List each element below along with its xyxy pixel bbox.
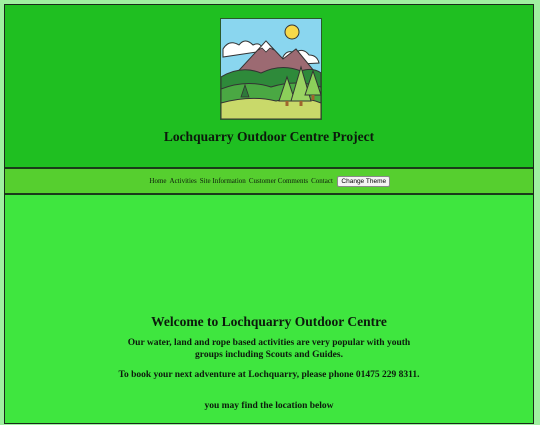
page-frame — [4, 4, 534, 424]
nav-site-information-link[interactable]: Site Information — [199, 177, 246, 185]
booking-paragraph: To book your next adventure at Lochquarry, please phone 01475 229 8311. — [118, 370, 420, 380]
main-navigation — [5, 169, 533, 195]
welcome-heading: Welcome to Lochquarry Outdoor Centre — [151, 314, 387, 329]
site-logo — [220, 18, 322, 120]
nav-customer-comments-link[interactable]: Customer Comments — [248, 177, 309, 185]
change-theme-button[interactable]: Change Theme — [337, 176, 390, 187]
nav-home-link[interactable]: Home — [149, 177, 167, 185]
mountain-landscape-icon — [221, 19, 321, 119]
activities-paragraph: Our water, land and rope based activities are very popular with youth groups including Scouts and Guides. — [127, 338, 411, 360]
site-title: Lochquarry Outdoor Centre Project — [163, 129, 375, 144]
location-paragraph: you may find the location below — [204, 401, 334, 411]
nav-contact-link[interactable]: Contact — [311, 177, 333, 185]
nav-activities-link[interactable]: Activities — [169, 177, 197, 185]
main-content — [5, 195, 533, 425]
site-header — [5, 5, 533, 169]
